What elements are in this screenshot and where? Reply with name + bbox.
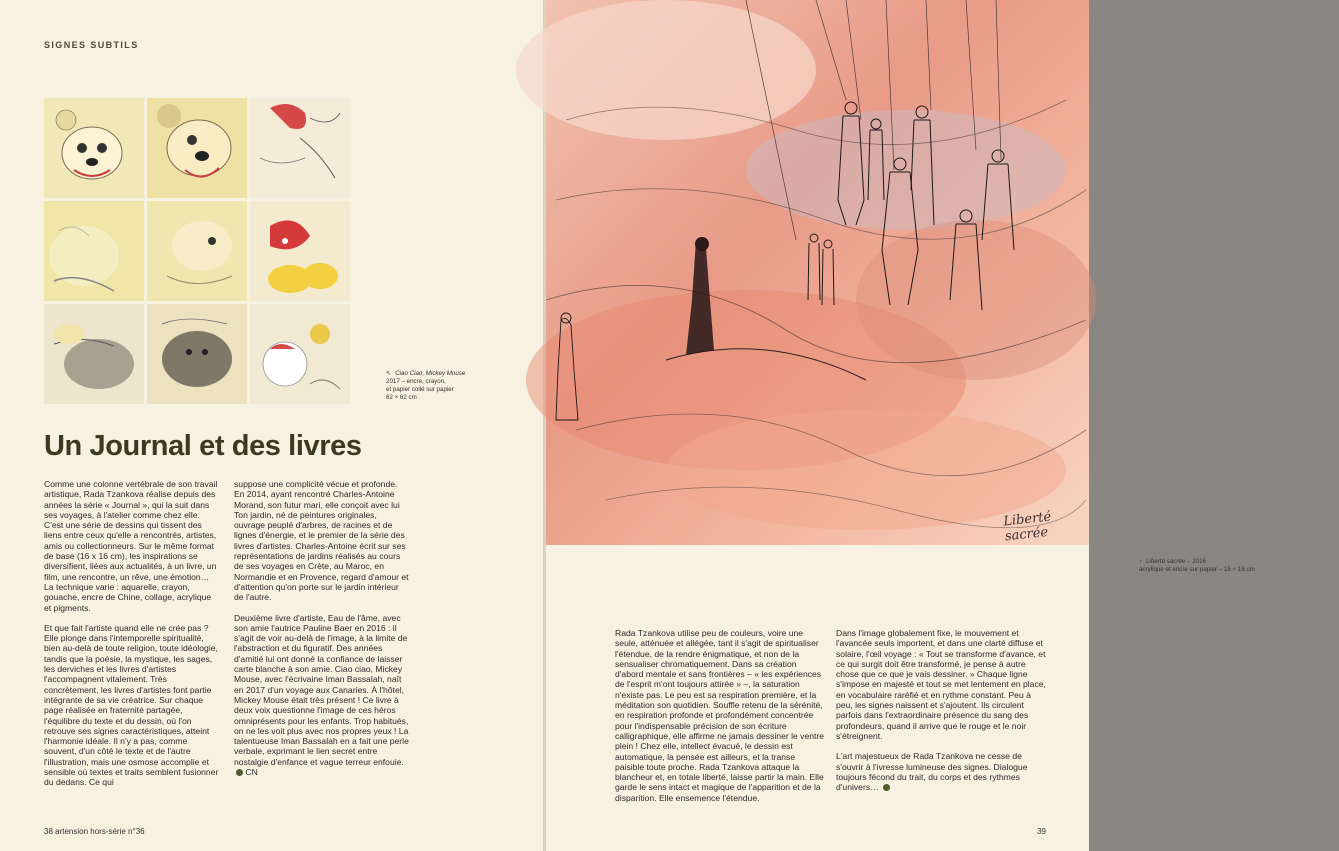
painting-signature: Liberté sacrée — [1002, 509, 1052, 545]
paragraph: Dans l'image globalement fixe, le mouvement et l'avancée seuls importent, et dans une clarté diffuse et solaire, l'œil voyage : « Tout se transforme d'avance, et ce qui surgit doit être transformé, je pense à autre chose que ce que je vais dessiner. » Chaque ligne s'impose en majesté et tout se met lentement en place, en vocabulaire raréfié et en rythme constant. Peu à peu, les signes naissent et s'ajoutent. Ils circulent parfois dans l'extraordinaire présence du sang des profondeurs, quand il arrive que le rouge et le noir s'étreignent. — [836, 628, 1046, 741]
section-label: SIGNES SUBTILS — [44, 40, 139, 50]
artwork-tile — [250, 98, 350, 198]
text-column-4 — [836, 628, 1046, 802]
article-title: Un Journal et des livres — [44, 430, 362, 462]
signoff: CN — [245, 767, 258, 778]
text-column-1 — [44, 479, 220, 798]
paragraph — [234, 613, 410, 778]
end-mark-dot-icon — [236, 769, 243, 776]
arrow-up-icon: ↑ — [1139, 558, 1143, 565]
artwork-tile — [44, 304, 144, 404]
paragraph-text: Deuxième livre d'artiste, Eau de l'âme, avec son amie l'autrice Pauline Baer en 2016 : il s'agit de voir au-delà de l'image, à la limite de l'abstraction et du figuratif. Des années d'amitié lui ont donné la confiance de laisser carte blanche à son amie. Ciao ciao, Mickey Mouse, avec l'écrivaine Iman Bassalah, naît en 2017 d'un voyage aux Canaries. À l'hôtel, Mickey Mouse était très présent ! Ce livre à deux voix questionne l'image de ces héros omniprésents pour les enfants. Trop habitués, on ne les voit plus avec nos propres yeux ! La talentueuse Iman Bassalah en a fait une perle verbale, exprimant le lien secret entre nostalgie d'enfance et vague terreur enfouie. — [234, 612, 409, 767]
text-column-2 — [234, 479, 410, 787]
paragraph: Rada Tzankova utilise peu de couleurs, voire une seule, atténuée et allégée, tant il s'agit de spiritualiser l'étendue, de la rendre énigmatique, et non de la sensualiser chromatiquement. Dans sa création d'abord mentale et sans frontières – « les expériences de l'esprit m'ont toujours attirée » –, la saturation n'existe pas. Le peu est sa respiration première, et la méditation son quotidien. Souffle retenu de la sérénité, en respiration profonde et profondément concentrée pour l'indispensable précision de son écriture calligraphique, elle affirme ne jamais dessiner le ventre plein ! Chez elle, intellect évacué, le dessin est automatique, la pensée est ailleurs, et la transe paisible toute proche. Rada Tzankova attaque la blancheur et, en totale liberté, laisse partir la main. Elle garde le sens intact et magique de l'apparition et de la disparition. Elle ensemence l'étendue. — [615, 628, 825, 803]
artwork-tile — [147, 98, 247, 198]
caption-line: 62 × 62 cm — [386, 394, 417, 401]
text-column-3 — [615, 628, 825, 813]
caption-line: acrylique et encre sur papier – 16 × 16 cm — [1139, 566, 1255, 573]
end-mark-dot-icon — [883, 784, 890, 791]
artwork-tile — [250, 201, 350, 301]
mickey-artwork-grid — [44, 98, 350, 404]
caption-line: 2017 – encre, crayon, — [386, 378, 446, 385]
caption-title: Liberté sacrée — [1146, 558, 1186, 565]
paragraph: Comme une colonne vertébrale de son travail artistique, Rada Tzankova réalise depuis des années la série « Journal », qui la suit dans ses voyages, à l'atelier comme chez elle. C'est une série de dessins qui tissent des liens entre ceux qu'elle a rencontrés, artistes, amis ou collectionneurs. Sur le même format de base (16 x 16 cm), les inspirations se diversifient, liées aux actualités, à un livre, un film, une rencontre, un rêve, une émotion… La technique varie : aquarelle, crayon, gouache, encre de Chine, collage, acrylique et pigments. — [44, 479, 218, 613]
artwork-tile — [44, 98, 144, 198]
artwork-tile — [250, 304, 350, 404]
paragraph-text: L'art majestueux de Rada Tzankova ne cesse de s'ouvrir à l'ivresse lumineuse des signes. Dialogue toujours fécond du trait, du corps et des rythmes d'univers… — [836, 751, 1028, 793]
caption-line: et papier collé sur papier — [386, 386, 454, 393]
paragraph: suppose une complicité vécue et profonde. En 2014, ayant rencontré Charles-Antoine Morand, son futur mari, elle conçoit avec lui Ton jardin, né de peintures originales, ouvrage peuplé d'arbres, de racines et de lignes d'énergie, et le premier de la série des livres d'artistes. Charles-Antoine écrit sur ses représentations de jardins réalisés au cours de ses voyages en Crète, au Maroc, en Normandie et en Provence, regard d'amour et d'attention qu'on porte sur le jardin intérieur de l'autre. — [234, 479, 409, 603]
artwork-tile — [44, 201, 144, 301]
painting-caption — [1139, 558, 1339, 574]
paragraph — [836, 751, 1046, 792]
artwork-tile — [147, 201, 247, 301]
arrow-up-left-icon: ↖ — [386, 370, 392, 377]
folio-left: 38 artension hors-série n°36 — [44, 827, 145, 836]
artwork-caption — [386, 370, 496, 402]
caption-title: Ciao Ciao, Mickey Mouse — [395, 370, 466, 377]
caption-year: – 2016 — [1187, 558, 1206, 565]
left-page — [0, 0, 543, 851]
folio-right: 39 — [1037, 827, 1046, 836]
paragraph: Et que fait l'artiste quand elle ne crée pas ? Elle plonge dans l'intemporelle spiritualité, bien au-delà de toute religion, toute idéologie, tandis que la poésie, la mystique, les sages, les derviches et les livres d'artistes l'accompagnent vitalement. Très concrètement, les livres d'artistes font partie intégrante de sa vie créatrice. Sur chaque page réalisée en fraternité partagée, l'équilibre du texte et du dessin, où l'on retrouve ses signes caractéristiques, atteint l'harmonie idéale. Il n'y a pas, comme souvent, d'un côté le texte et de l'autre l'illustration, mais une osmose accomplie et sensible où textes et traits semblent fusionner du dedans. Ce qui — [44, 622, 219, 788]
painting-liberte-sacree — [546, 0, 1089, 545]
artwork-tile — [147, 304, 247, 404]
